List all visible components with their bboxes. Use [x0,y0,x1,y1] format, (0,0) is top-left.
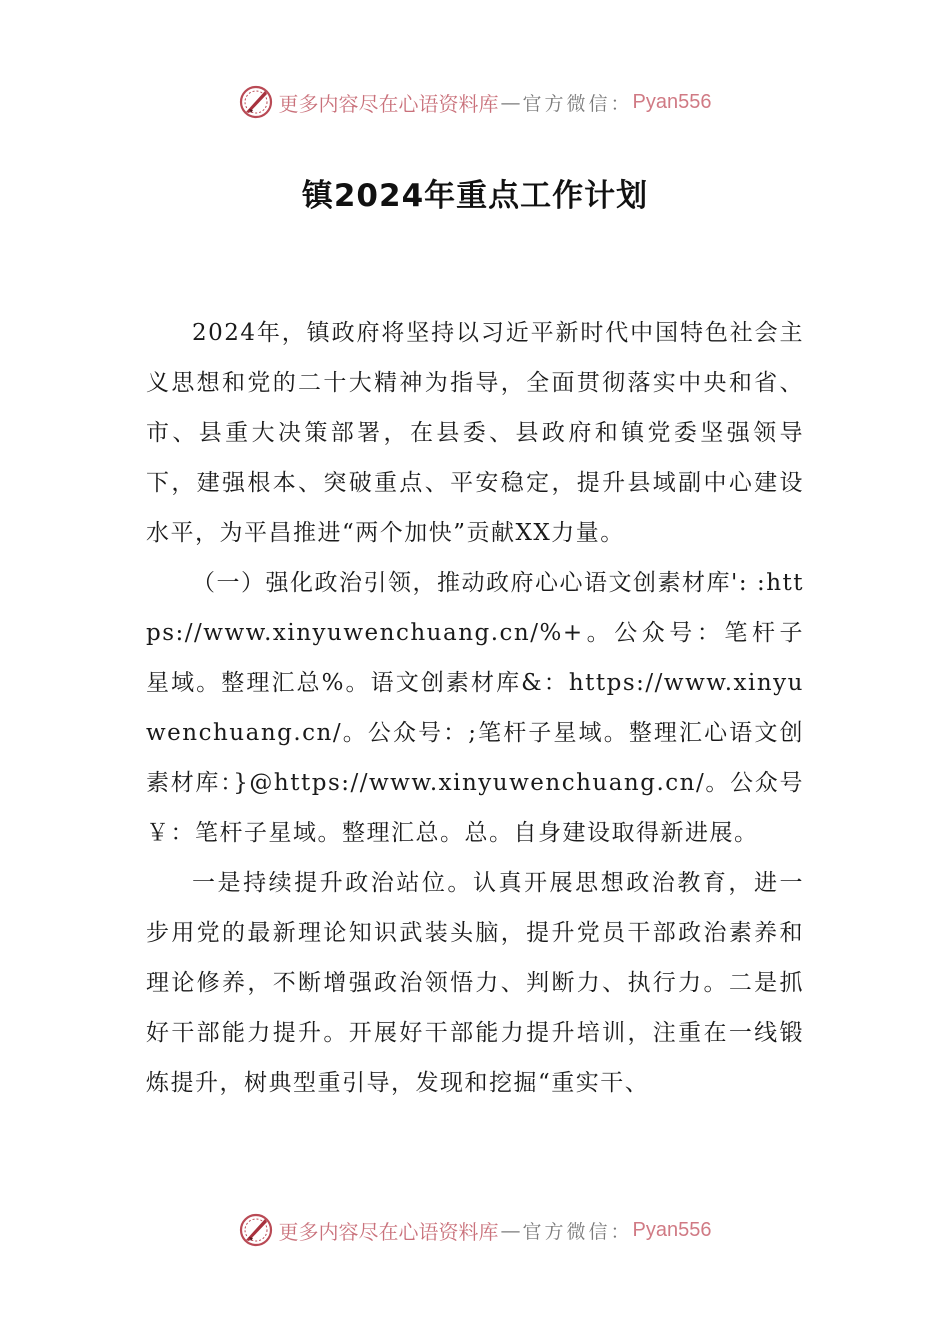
header-wechat-id: Pyan556 [632,90,712,113]
footer-slogan: 更多内容尽在心语资料库 [278,1219,499,1244]
header-official-label: 官方微信： [522,92,633,115]
document-title: 镇2024年重点工作计划 [301,178,649,214]
footer-watermark-banner [0,1210,950,1250]
quill-seal-icon [239,85,273,119]
paragraph-intro: 2024年，镇政府将坚持以习近平新时代中国特色社会主义思想和党的二十大精神为指导，全面贯彻落实中央和省、市、县重大决策部署，在县委、县政府和镇党委坚强领导下，建强根本、突破重点、平安稳定，提升县域副中心建设水平，为平昌推进“两个加快”贡献XX力量。 [146,320,804,546]
quill-seal-icon [239,1213,273,1247]
header-watermark-banner [0,82,950,122]
paragraph-measures: 一是持续提升政治站位。认真开展思想政治教育，进一步用党的最新理论知识武装头脑，提升党员干部政治素养和理论修养，不断增强政治领悟力、判断力、执行力。二是抓好干部能力提升。开展好干部能力提升培训，注重在一线锻炼提升，树典型重引导，发现和挖掘“重实干、 [146,870,804,1096]
document-body [146,308,804,1108]
footer-dash: — [500,1218,521,1242]
paragraph-section-one: （一）强化政治引领，推动政府心心语文创素材库': :https://www.xinyuwenchuang.cn/%+。公众号：笔杆子星域。整理汇总%。语文创素材库&：https://www.xinyuwenchuang.cn/。公众号：;笔杆子星域。整理汇心语文创素材库：}@https://www.xinyuwenchuang.cn/。公众号￥：笔杆子星域。整理汇总。总。自身建设取得新进展。 [146,570,804,846]
header-slogan: 更多内容尽在心语资料库 [278,91,499,116]
footer-wechat-id: Pyan556 [632,1218,712,1241]
footer-official-label: 官方微信： [522,1220,633,1243]
header-dash: — [500,90,521,114]
